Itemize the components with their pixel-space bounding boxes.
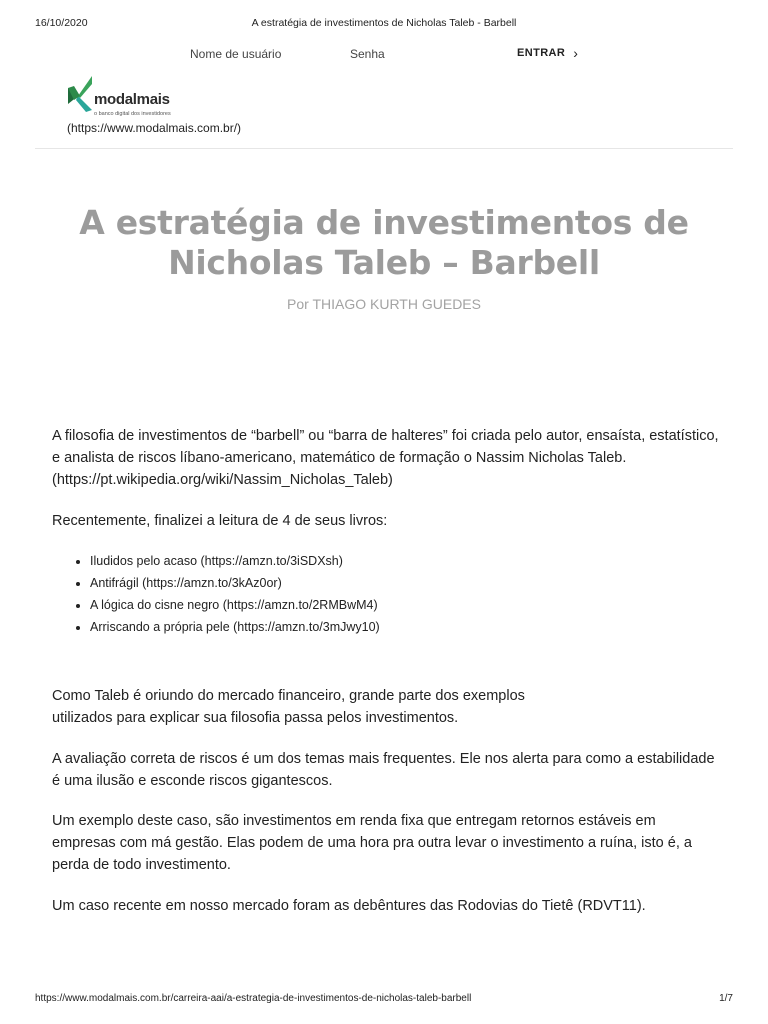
print-header xyxy=(35,17,733,31)
books-list xyxy=(52,550,720,638)
login-bar xyxy=(190,47,768,63)
chevron-right-icon: › xyxy=(573,45,579,61)
books-intro-paragraph: Recentemente, finalizei a leitura de 4 de seus livros: xyxy=(52,513,388,529)
header-divider xyxy=(35,148,733,149)
modalmais-logo[interactable] xyxy=(66,74,186,124)
page-number: 1/7 xyxy=(719,993,733,1004)
username-field[interactable]: Nome de usuário xyxy=(190,47,282,61)
example-paragraph: Um exemplo deste caso, são investimentos em renda fixa que entregam retornos estáveis em empresas com má gestão. Elas podem de uma hora pra outra levar o investimento a ruína, isto é, a perda de todo investimento. xyxy=(52,813,692,873)
print-date: 16/10/2020 xyxy=(35,17,88,29)
list-item[interactable]: • Iludidos pelo acaso (https://amzn.to/3iSDXsh) xyxy=(90,550,720,572)
password-field[interactable]: Senha xyxy=(350,47,385,61)
article-byline: Por THIAGO KURTH GUEDES xyxy=(287,296,481,312)
logo-brand: modalmais xyxy=(94,91,170,108)
article-title: A estratégia de investimentos de Nicholas Taleb – Barbell xyxy=(79,203,689,282)
list-item[interactable]: • Antifrágil (https://amzn.to/3kAz0or) xyxy=(90,572,720,594)
context-paragraph: Como Taleb é oriundo do mercado financeiro, grande parte dos exemplos utilizados para explicar sua filosofia passa pelos investimentos. xyxy=(52,688,525,726)
list-item[interactable]: • A lógica do cisne negro (https://amzn.to/2RMBwM4) xyxy=(90,594,720,616)
logo-tagline: o banco digital dos investidores xyxy=(94,111,171,117)
logo-mark-icon xyxy=(66,74,94,114)
risk-paragraph: A avaliação correta de riscos é um dos temas mais frequentes. Ele nos alerta para como a estabilidade é uma ilusão e esconde riscos gigantescos. xyxy=(52,751,715,789)
print-footer xyxy=(35,993,733,1007)
print-page-title: A estratégia de investimentos de Nicholas Taleb - Barbell xyxy=(251,17,517,29)
enter-button-label: ENTRAR xyxy=(517,47,566,59)
intro-paragraph: A filosofia de investimentos de “barbell” ou “barra de halteres” foi criada pelo autor, ensaísta, estatístico, e analista de riscos líbano-americano, matemático de formação o Nassim Nicholas Taleb. (https://pt.wikipedia.org/wiki/Nassim_Nicholas_Taleb) xyxy=(52,428,719,488)
print-footer-url: https://www.modalmais.com.br/carreira-aai/a-estrategia-de-investimentos-de-nicholas-taleb-barbell xyxy=(35,993,472,1004)
case-paragraph: Um caso recente em nosso mercado foram as debêntures das Rodovias do Tietê (RDVT11). xyxy=(52,898,646,914)
enter-button[interactable] xyxy=(517,47,578,59)
logo-url-link[interactable]: (https://www.modalmais.com.br/) xyxy=(67,121,242,135)
list-item[interactable]: • Arriscando a própria pele (https://amzn.to/3mJwy10) xyxy=(90,616,720,638)
